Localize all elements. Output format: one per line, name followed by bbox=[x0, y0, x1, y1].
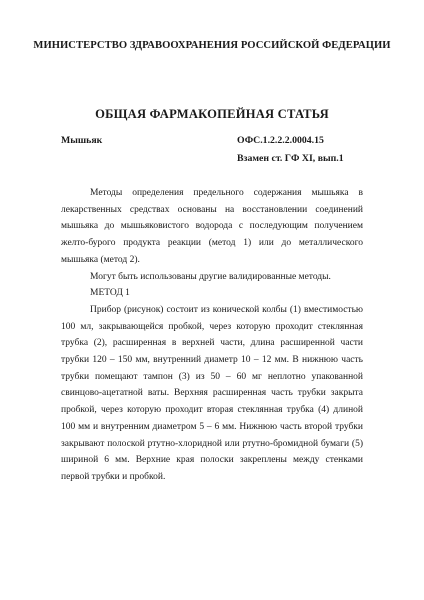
paragraph-intro: Методы определения предельного содержания мышьяка в лекарственных средствах основаны на восстановлении соединений мышьяка до мышьяковистого водорода с последующим получением желто-бурого продукта реакции (метод 1) или до металлического мышьяка (метод 2). bbox=[61, 188, 363, 265]
replaces-note: Взамен ст. ГФ XI, вып.1 bbox=[237, 153, 344, 164]
article-body bbox=[61, 185, 363, 486]
method-heading: МЕТОД 1 bbox=[90, 288, 130, 299]
document-title: ОБЩАЯ ФАРМАКОПЕЙНАЯ СТАТЬЯ bbox=[95, 107, 329, 121]
ministry-header: МИНИСТЕРСТВО ЗДРАВООХРАНЕНИЯ РОССИЙСКОЙ ФЕДЕРАЦИИ bbox=[33, 40, 391, 51]
article-subject: Мышьяк bbox=[61, 135, 103, 146]
paragraph-apparatus: Прибор (рисунок) состоит из конической колбы (1) вместимостью 100 мл, закрывающейся пробкой, через которую проходит стеклянная трубка (2), расширенная в верхней части, длина расширенной части трубки 120 – 150 мм, внутренний диаметр 10 – 12 мм. В нижнюю часть трубки помещают тампон (3) из 50 – 60 мг неплотно упакованной свинцово-ацетатной ваты. Верхняя расширенная часть трубки закрыта пробкой, через которую проходит вторая стеклянная трубка (4) длиной 100 мм и внутренним диаметром 5 – 6 мм. Нижнюю часть второй трубки закрывают полоской ртутно-хлоридной или ртутно-бромидной бумаги (5) шириной 6 мм. Верхние края полоски закреплены между стенками первой трубки и пробкой. bbox=[61, 304, 363, 482]
article-code: ОФС.1.2.2.2.0004.15 bbox=[237, 135, 324, 146]
paragraph-other-methods: Могут быть использованы другие валидированные методы. bbox=[90, 271, 331, 282]
